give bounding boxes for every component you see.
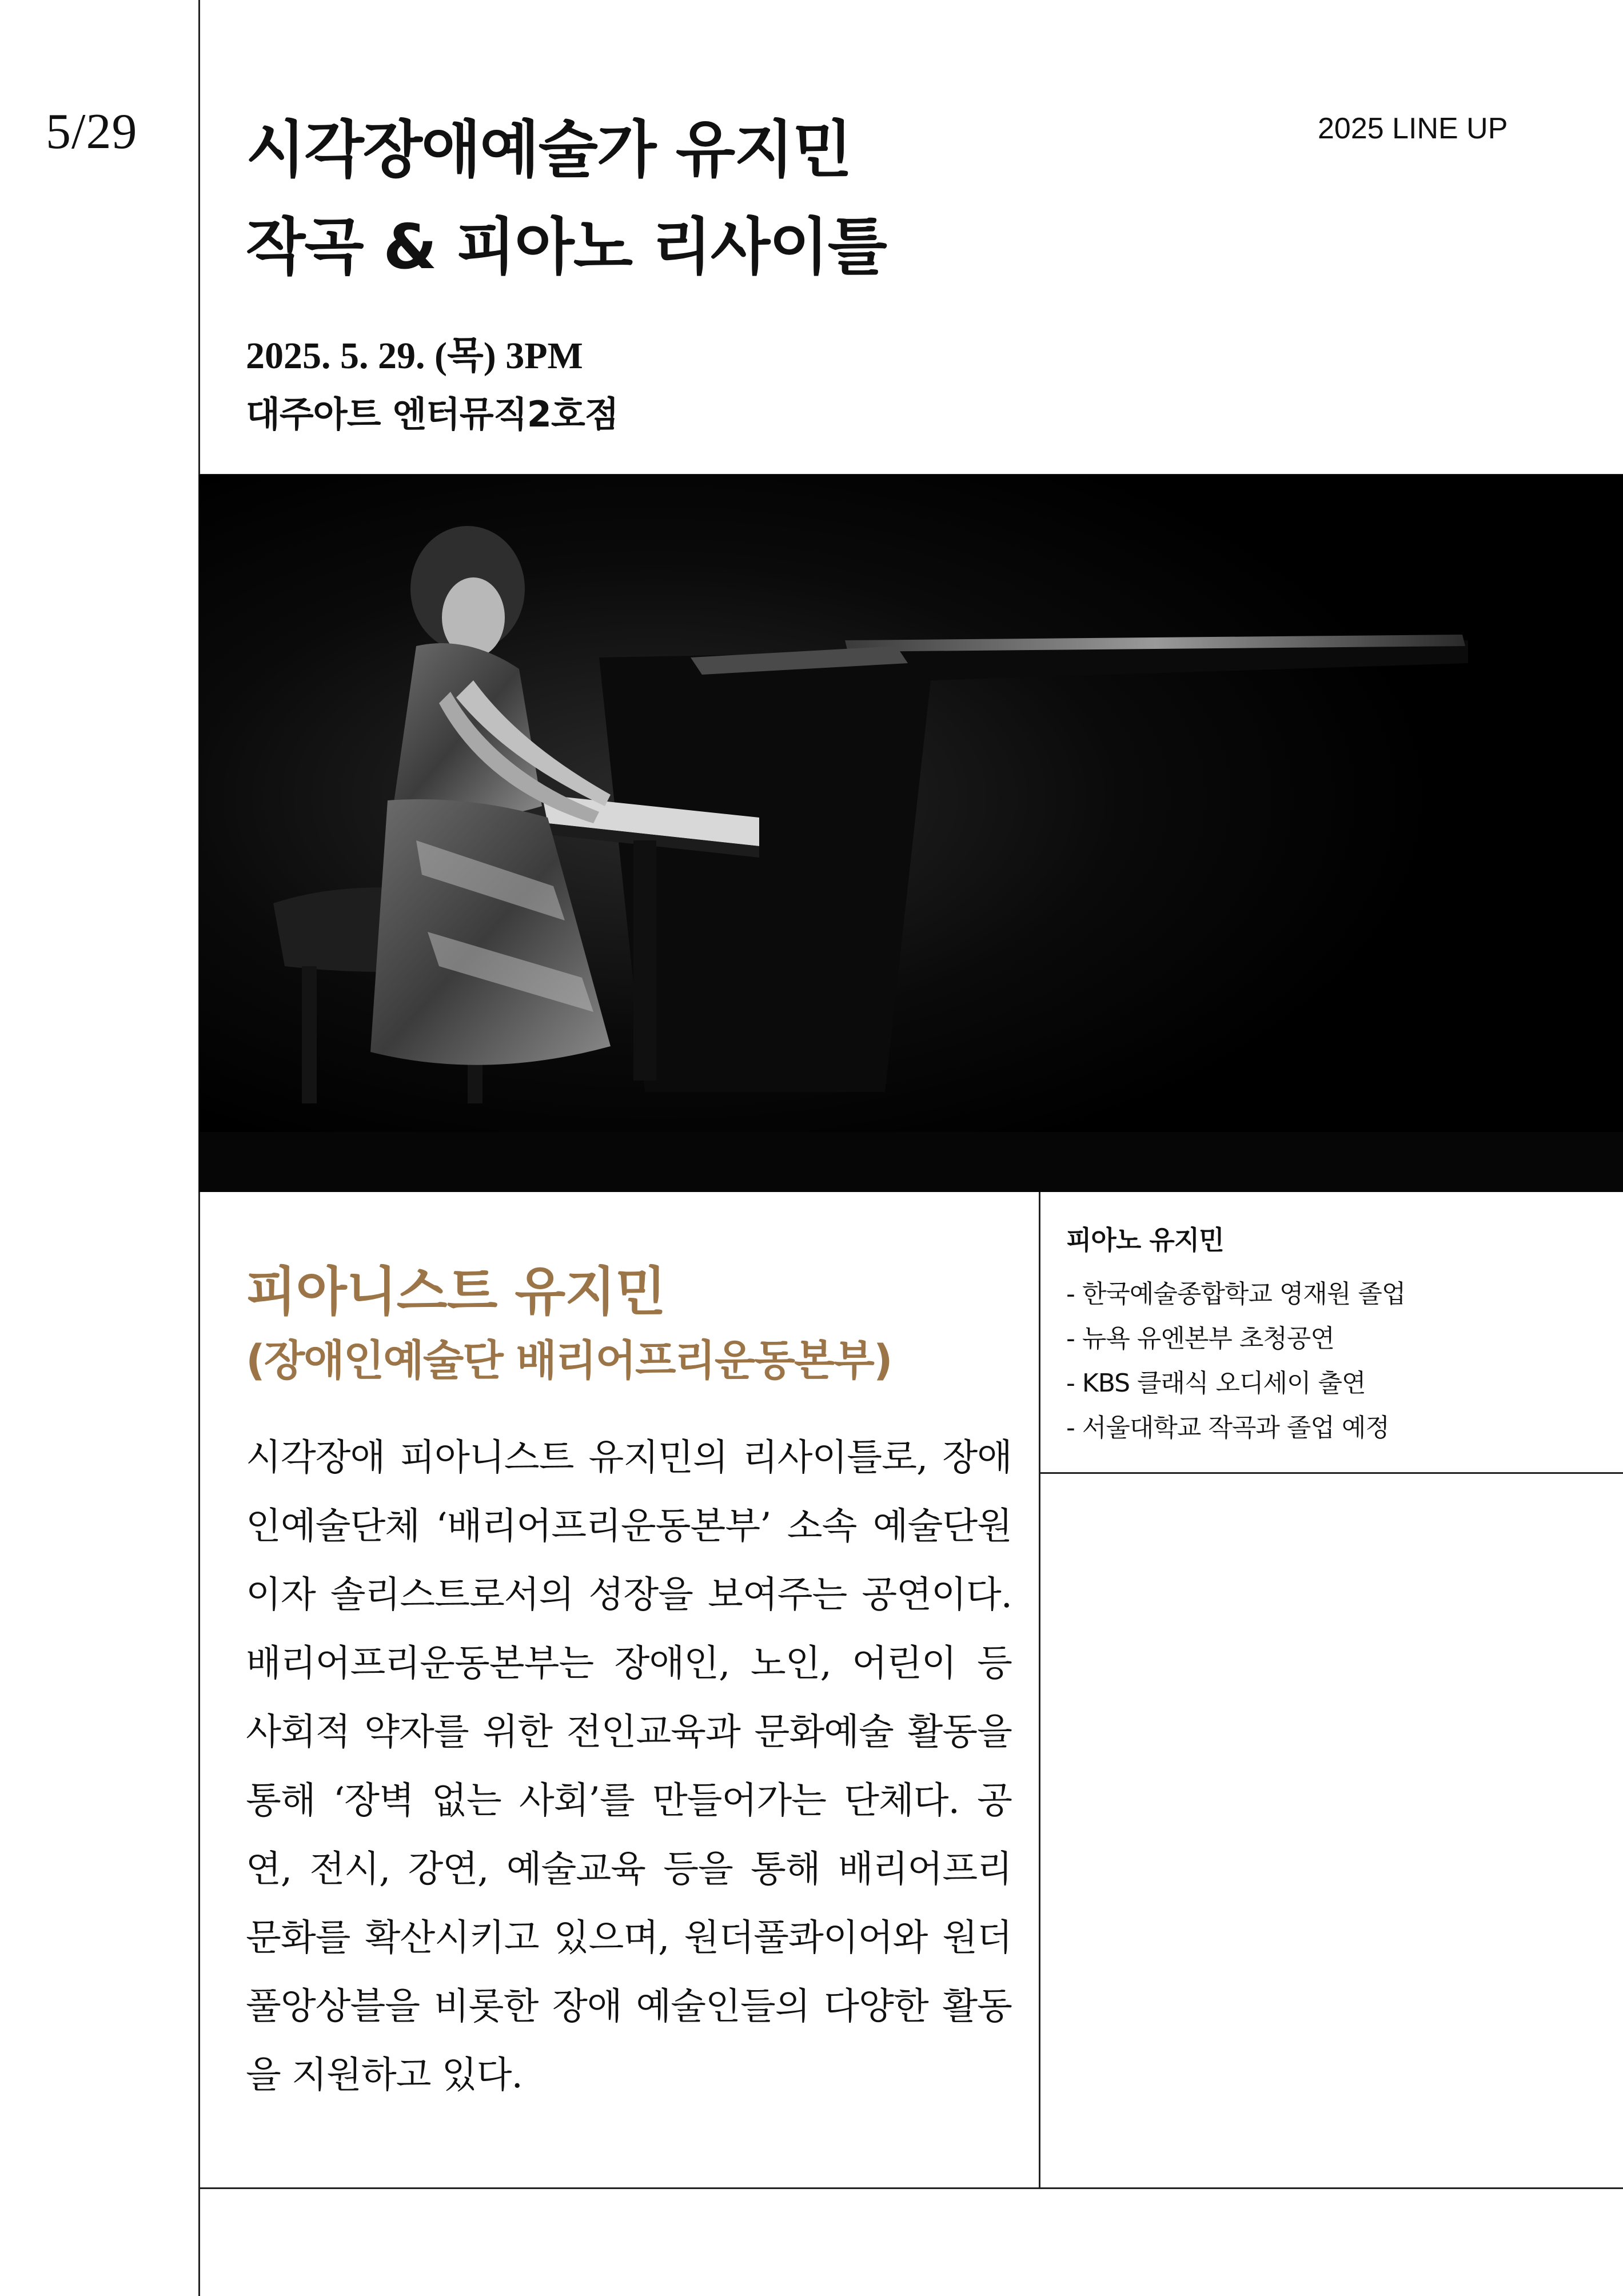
- pianist-photo: [199, 475, 1623, 1192]
- profile-item: - 뉴욕 유엔본부 초청공연: [1066, 1324, 1334, 1353]
- profile-item: - 서울대학교 작곡과 졸업 예정: [1066, 1413, 1389, 1442]
- performer-name: 피아니스트 유지민: [246, 1261, 666, 1322]
- title-line-1: 시각장애예술가 유지민: [246, 114, 851, 186]
- event-datetime: 2025. 5. 29. (목) 3PM: [246, 335, 583, 377]
- pianist-illustration: [199, 475, 1623, 1192]
- title-line-2: 작곡 & 피아노 리사이틀: [246, 212, 886, 283]
- lineup-label: 2025 LINE UP: [1318, 112, 1508, 145]
- profile-item: - 한국예술종합학교 영재원 졸업: [1066, 1279, 1406, 1309]
- page-title: [246, 102, 886, 296]
- date-mark: 5/29: [46, 104, 138, 160]
- profile-heading: 피아노 유지민: [1066, 1225, 1224, 1255]
- profile-bottom-rule: [1039, 1472, 1623, 1474]
- content-bottom-rule: [198, 2187, 1623, 2189]
- profile-list: [1066, 1219, 1405, 1450]
- performer-heading: [246, 1255, 892, 1392]
- profile-column-rule: [1039, 1192, 1040, 2188]
- performer-group: (장애인예술단 배리어프리운동본부): [246, 1336, 892, 1385]
- event-venue: 대주아트 엔터뮤직2호점: [246, 393, 619, 435]
- description-text: 시각장애 피아니스트 유지민의 리사이틀로, 장애인예술단체 ‘배리어프리운동본부’ 소속 예술단원이자 솔리스트로서의 성장을 보여주는 공연이다. 배리어프리운동본부는 장애인, 노인, 어린이 등 사회적 약자를 위한 전인교육과 문화예술 활동을 통해 ‘장벽 없는 사회’를 만들어가는 단체다. 공연, 전시, 강연, 예술교육 등을 통해 배리어프리 문화를 확산시키고 있으며, 원더풀콰이어와 원더풀앙상블을 비롯한 장애 예술인들의 다양한 활동을 지원하고 있다.: [246, 1437, 1012, 2096]
- profile-item: - KBS 클래식 오디세이 출연: [1066, 1369, 1366, 1398]
